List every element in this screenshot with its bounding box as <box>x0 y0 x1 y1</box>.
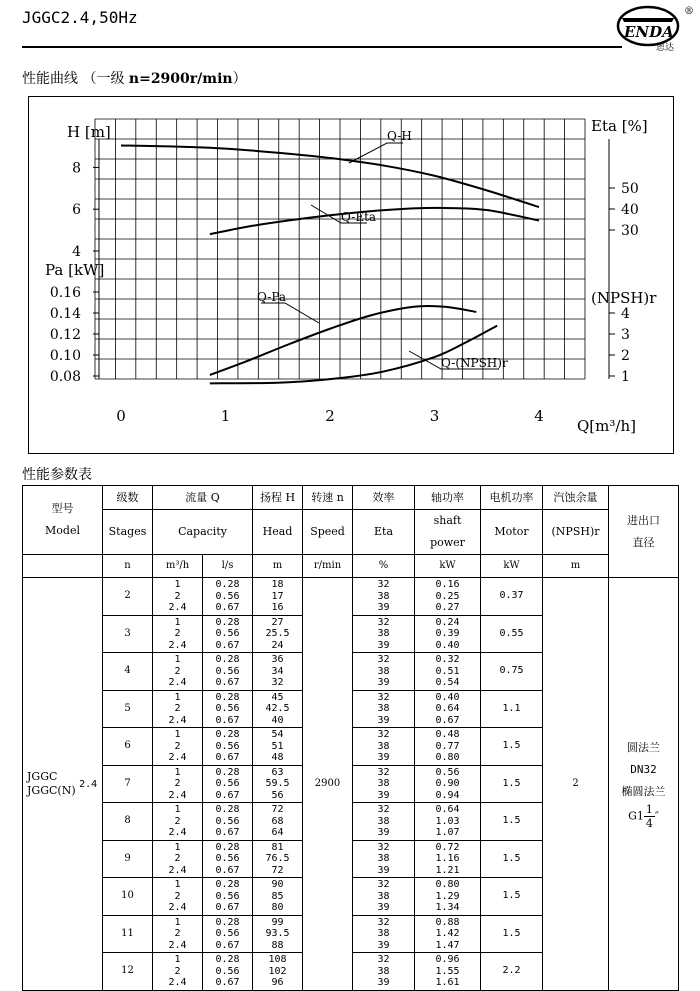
flow-ls-cell: 0.28 0.56 0.67 <box>203 765 253 803</box>
head-cell: 99 93.5 88 <box>253 915 303 953</box>
stages-cell: 6 <box>103 728 153 766</box>
eta-cell: 32 38 39 <box>353 953 415 991</box>
npsh-tick-label: 2 <box>621 348 630 364</box>
shaft-power-cell: 0.56 0.90 0.94 <box>415 765 481 803</box>
curve-section-title: 性能曲线 （一级 n=2900r/min） <box>22 71 247 87</box>
stages-cell: 10 <box>103 878 153 916</box>
flow-ls-cell: 0.28 0.56 0.67 <box>203 840 253 878</box>
head-cell: 108 102 96 <box>253 953 303 991</box>
shaft-power-cell: 0.24 0.39 0.40 <box>415 615 481 653</box>
performance-chart <box>29 97 673 453</box>
flow-m3h-cell: 1 2 2.4 <box>153 728 203 766</box>
curve-label: Q-Eta <box>341 210 377 224</box>
npsh-unit: m <box>543 555 609 578</box>
head-cell: 27 25.5 24 <box>253 615 303 653</box>
flow-ls-cell: 0.28 0.56 0.67 <box>203 578 253 616</box>
flow-m3h-cell: 1 2 2.4 <box>153 578 203 616</box>
speed-header: 转速 n <box>303 486 353 510</box>
flow-ls-cell: 0.28 0.56 0.67 <box>203 615 253 653</box>
eta-tick-label: 50 <box>621 181 639 197</box>
x-tick-label: 3 <box>429 407 440 425</box>
shaft-power-cell: 0.96 1.55 1.61 <box>415 953 481 991</box>
head-cell: 54 51 48 <box>253 728 303 766</box>
flow-ls-cell: 0.28 0.56 0.67 <box>203 915 253 953</box>
stages-header: 级数 <box>103 486 153 510</box>
shaft-power-cell: 0.88 1.42 1.47 <box>415 915 481 953</box>
npsh-cell: 2 <box>543 578 609 991</box>
power-tick-label: 0.16 <box>49 285 81 301</box>
flow-m3h-cell: 1 2 2.4 <box>153 690 203 728</box>
model-header: 型号 Model <box>23 486 103 555</box>
table-section-title: 性能参数表 <box>22 467 92 483</box>
flow-unit-m3h: m³/h <box>153 555 203 578</box>
head-tick-label: 8 <box>72 160 81 177</box>
head-cell: 36 34 32 <box>253 653 303 691</box>
enda-logo <box>612 4 696 52</box>
flow-ls-cell: 0.28 0.56 0.67 <box>203 803 253 841</box>
flow-ls-cell: 0.28 0.56 0.67 <box>203 690 253 728</box>
motor-header: 电机功率 <box>481 486 543 510</box>
port-cell: 圆法兰 DN32 椭圆法兰 G1 $\frac{1}{4}''$ <box>609 578 679 991</box>
stages-cell: 9 <box>103 840 153 878</box>
x-tick-label: 2 <box>325 407 335 425</box>
npsh-header-en: (NPSH)r <box>543 510 609 555</box>
power-axis-label: Pa [kW] <box>45 261 105 279</box>
shaft-power-cell: 0.72 1.16 1.21 <box>415 840 481 878</box>
speed-cell: 2900 <box>303 578 353 991</box>
power-tick-label: 0.08 <box>49 369 81 385</box>
chart-frame <box>28 96 674 454</box>
stages-cell: 4 <box>103 653 153 691</box>
head-cell: 72 68 64 <box>253 803 303 841</box>
motor-header-en: Motor <box>481 510 543 555</box>
flow-m3h-cell: 1 2 2.4 <box>153 765 203 803</box>
speed-unit: r/min <box>303 555 353 578</box>
stages-unit: n <box>103 555 153 578</box>
flow-m3h-cell: 1 2 2.4 <box>153 953 203 991</box>
header-rule <box>22 46 622 48</box>
eta-tick-label: 40 <box>621 202 639 218</box>
eta-cell: 32 38 39 <box>353 803 415 841</box>
head-tick-label: 4 <box>72 244 81 260</box>
eta-cell: 32 38 39 <box>353 840 415 878</box>
eta-header: 效率 <box>353 486 415 510</box>
head-unit: m <box>253 555 303 578</box>
flow-m3h-cell: 1 2 2.4 <box>153 615 203 653</box>
flow-m3h-cell: 1 2 2.4 <box>153 878 203 916</box>
motor-cell: 1.5 <box>481 878 543 916</box>
flow-ls-cell: 0.28 0.56 0.67 <box>203 878 253 916</box>
head-cell: 18 17 16 <box>253 578 303 616</box>
eta-tick-label: 30 <box>621 223 639 239</box>
npsh-header: 汽蚀余量 <box>543 486 609 510</box>
flow-header: 流量 Q <box>153 486 253 510</box>
npsh-tick-label: 1 <box>621 369 630 385</box>
motor-cell: 1.5 <box>481 915 543 953</box>
stages-cell: 3 <box>103 615 153 653</box>
head-axis-label: H [m] <box>67 123 111 141</box>
eta-unit: % <box>353 555 415 578</box>
stages-cell: 2 <box>103 578 153 616</box>
eta-axis-label: Eta [%] <box>591 117 648 135</box>
table-row <box>23 578 679 616</box>
head-header: 扬程 H <box>253 486 303 510</box>
stages-cell: 7 <box>103 765 153 803</box>
motor-cell: 1.5 <box>481 765 543 803</box>
eta-cell: 32 38 39 <box>353 728 415 766</box>
model-cell: JGGC JGGC(N) 2.4 <box>23 578 103 991</box>
qpa-curve <box>210 306 476 375</box>
eta-cell: 32 38 39 <box>353 615 415 653</box>
parameter-table <box>22 485 679 991</box>
svg-text:恩达: 恩达 <box>656 43 675 52</box>
eta-cell: 32 38 39 <box>353 915 415 953</box>
port-header: 进出口 直径 <box>609 486 679 578</box>
flow-unit-ls: l/s <box>203 555 253 578</box>
stages-header-en: Stages <box>103 510 153 555</box>
power-tick-label: 0.14 <box>49 306 81 322</box>
speed-header-en: Speed <box>303 510 353 555</box>
motor-cell: 1.5 <box>481 840 543 878</box>
stages-cell: 5 <box>103 690 153 728</box>
x-axis-label: Q[m³/h] <box>577 417 636 435</box>
stages-cell: 8 <box>103 803 153 841</box>
shaft-power-cell: 0.64 1.03 1.07 <box>415 803 481 841</box>
curve-label: Q-Pa <box>257 290 287 304</box>
shaft-power-cell: 0.40 0.64 0.67 <box>415 690 481 728</box>
shaft-header-en: shaft power <box>415 510 481 555</box>
x-tick-label: 0 <box>116 407 126 425</box>
flow-m3h-cell: 1 2 2.4 <box>153 915 203 953</box>
npsh-axis-label: (NPSH)r <box>591 289 657 307</box>
flow-ls-cell: 0.28 0.56 0.67 <box>203 953 253 991</box>
head-cell: 81 76.5 72 <box>253 840 303 878</box>
motor-cell: 0.75 <box>481 653 543 691</box>
motor-unit: kW <box>481 555 543 578</box>
svg-text:ENDA: ENDA <box>624 23 674 41</box>
flow-m3h-cell: 1 2 2.4 <box>153 840 203 878</box>
x-tick-label: 1 <box>220 407 231 425</box>
flow-m3h-cell: 1 2 2.4 <box>153 803 203 841</box>
power-tick-label: 0.10 <box>49 348 81 364</box>
flow-ls-cell: 0.28 0.56 0.67 <box>203 653 253 691</box>
npsh-tick-label: 3 <box>621 327 630 343</box>
shaft-header: 轴功率 <box>415 486 481 510</box>
power-tick-label: 0.12 <box>49 327 81 343</box>
motor-cell: 1.5 <box>481 728 543 766</box>
eta-cell: 32 38 39 <box>353 878 415 916</box>
motor-cell: 2.2 <box>481 953 543 991</box>
stages-cell: 11 <box>103 915 153 953</box>
shaft-power-cell: 0.80 1.29 1.34 <box>415 878 481 916</box>
eta-cell: 32 38 39 <box>353 690 415 728</box>
flow-ls-cell: 0.28 0.56 0.67 <box>203 728 253 766</box>
head-tick-label: 6 <box>72 202 81 219</box>
motor-cell: 0.55 <box>481 615 543 653</box>
head-header-en: Head <box>253 510 303 555</box>
flow-header-en: Capacity <box>153 510 253 555</box>
shaft-power-cell: 0.48 0.77 0.80 <box>415 728 481 766</box>
eta-cell: 32 38 39 <box>353 578 415 616</box>
curve-label: Q-(NPSH)r <box>441 356 508 370</box>
curve-label-leader <box>349 143 403 163</box>
eta-cell: 32 38 39 <box>353 765 415 803</box>
shaft-power-cell: 0.32 0.51 0.54 <box>415 653 481 691</box>
motor-cell: 1.1 <box>481 690 543 728</box>
head-cell: 90 85 80 <box>253 878 303 916</box>
eta-cell: 32 38 39 <box>353 653 415 691</box>
model-unit <box>23 555 103 578</box>
page-title: JGGC2.4,50Hz <box>22 8 138 27</box>
curve-label: Q-H <box>387 129 412 143</box>
eta-header-en: Eta <box>353 510 415 555</box>
svg-text:®: ® <box>684 6 694 17</box>
x-tick-label: 4 <box>534 407 544 425</box>
head-cell: 63 59.5 56 <box>253 765 303 803</box>
flow-m3h-cell: 1 2 2.4 <box>153 653 203 691</box>
shaft-unit: kW <box>415 555 481 578</box>
shaft-power-cell: 0.16 0.25 0.27 <box>415 578 481 616</box>
qh-curve <box>121 145 539 207</box>
qnpsh-curve <box>210 326 497 384</box>
stages-cell: 12 <box>103 953 153 991</box>
motor-cell: 1.5 <box>481 803 543 841</box>
curve-label-leader <box>261 303 319 323</box>
head-cell: 45 42.5 40 <box>253 690 303 728</box>
motor-cell: 0.37 <box>481 578 543 616</box>
npsh-tick-label: 4 <box>621 306 630 322</box>
